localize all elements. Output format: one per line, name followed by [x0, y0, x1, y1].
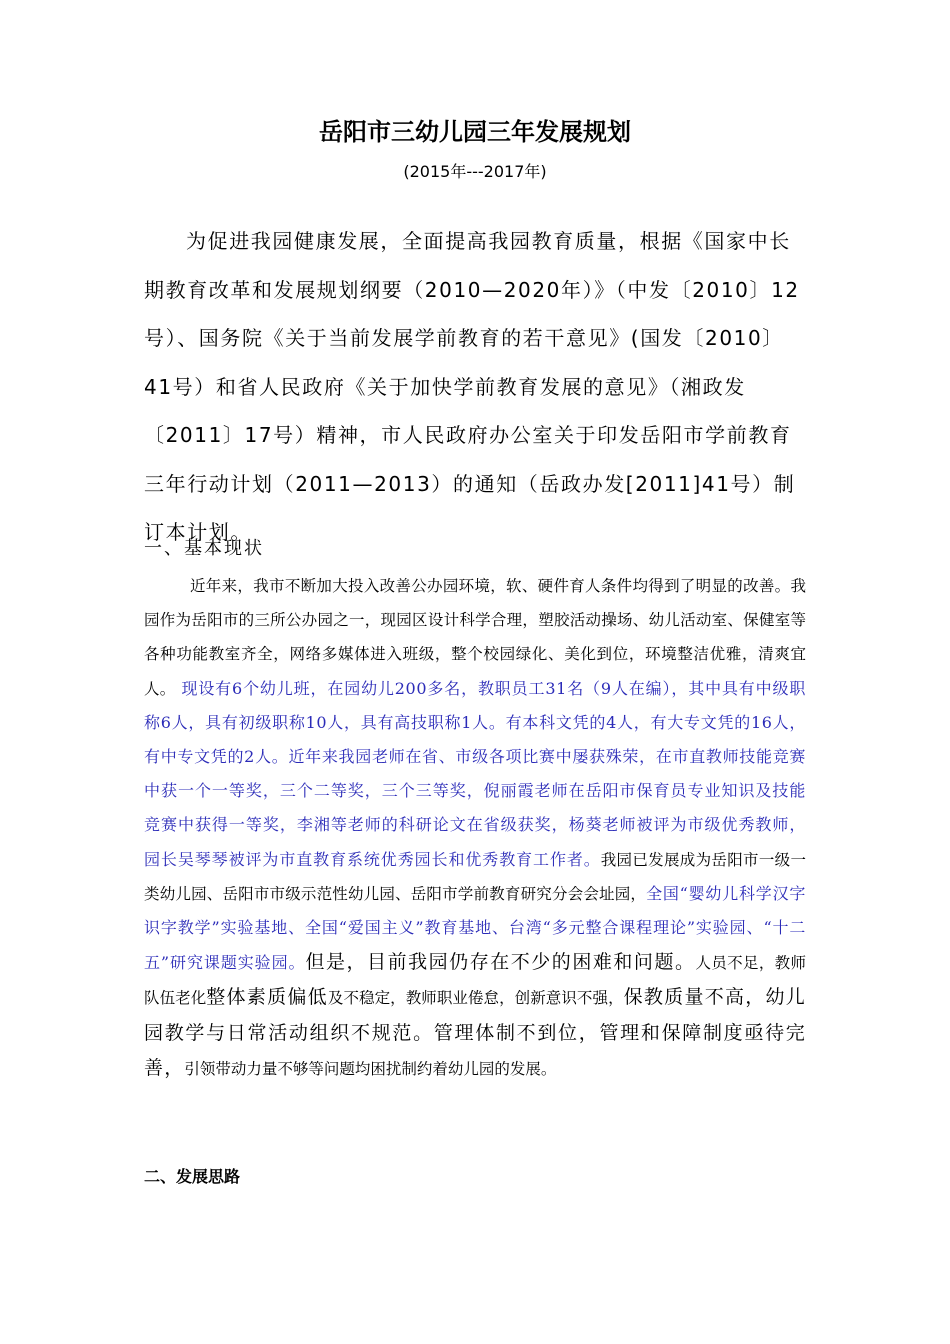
section-heading-development-ideas: 二、发展思路: [144, 1167, 241, 1186]
status-text-part1: 近年来，我市不断加大投入改善公办园环境，软、硬件育人条件均得到了明显的改善。我园作为岳阳市的三所公办园之一，现园区设计科学合理，塑胶活动操场、幼儿活动室、保健室等各种功能教室齐全，网络多媒体进入班级，整个校园绿化、美化到位，环境整洁优雅，清爽宜人。: [144, 577, 806, 698]
status-text-part3: 我园已发展成为岳阳市一级一类幼儿园、岳阳市市级示范性幼儿园、岳阳市学前教育研究分会会址园，: [144, 850, 806, 903]
problems-text-a: 人员不足，教师队伍老化: [144, 954, 806, 1008]
honors-text: 全国“婴幼儿科学汉字识字教学”实验基地、全国“爱国主义”教育基地、台湾“多元整合课程理论”实验园、“十二五”研究课题实验园。: [144, 883, 806, 973]
staff-stats-text: 现设有6个幼儿班，在园幼儿200多名，教职员工31名（9人在编），其中具有中级职称6人，具有初级职称10人，具有高技职称1人。有本科文凭的4人，有大专文凭的16人，有中专文凭的2人。近年来我园老师在省、市级各项比赛中屡获殊荣，在市直教师技能竞赛中获一个一等奖，三个二等奖，三个三等奖，倪丽霞老师在岳阳市保育员专业知识及技能竞赛中获得一等奖，李湘等老师的科研论文在省级获奖，杨葵老师被评为市级优秀教师，园长吴琴琴被评为市直教育系统优秀园长和优秀教育工作者。: [144, 678, 806, 869]
problems-intro-text: 但是，目前我园仍存在不少的困难和问题。: [305, 951, 696, 974]
problems-text-d: 保教质量不高，幼儿园教学与日常活动组织不规范。管理体制不到位，管理和保障制度亟待完善，: [144, 986, 806, 1079]
document-title: 岳阳市三幼儿园三年发展规划: [319, 118, 631, 146]
section-heading-basic-status: 一、基本现状: [144, 538, 264, 559]
problems-text-e: 引领带动力量不够等问题均困扰制约着幼儿园的发展。: [184, 1059, 557, 1078]
intro-paragraph: 为促进我园健康发展，全面提高我园教育质量，根据《国家中长期教育改革和发展规划纲要（2010—2020年）》（中发〔2010〕12号）、国务院《关于当前发展学前教育的若干意见》(国发〔2010〕41号）和省人民政府《关于加快学前教育发展的意见》（湘政发〔2011〕17号）精神，市人民政府办公室关于印发岳阳市学前教育三年行动计划（2011—2013）的通知（岳政办发[2011]41号）制订本计划。: [144, 229, 800, 544]
problems-text-c: 及不稳定，教师职业倦怠，创新意识不强，: [327, 989, 624, 1008]
basic-status-paragraph: [144, 569, 806, 1086]
problems-text-b: 整体素质偏低: [206, 986, 328, 1009]
document-subtitle: (2015年---2017年): [403, 162, 547, 181]
